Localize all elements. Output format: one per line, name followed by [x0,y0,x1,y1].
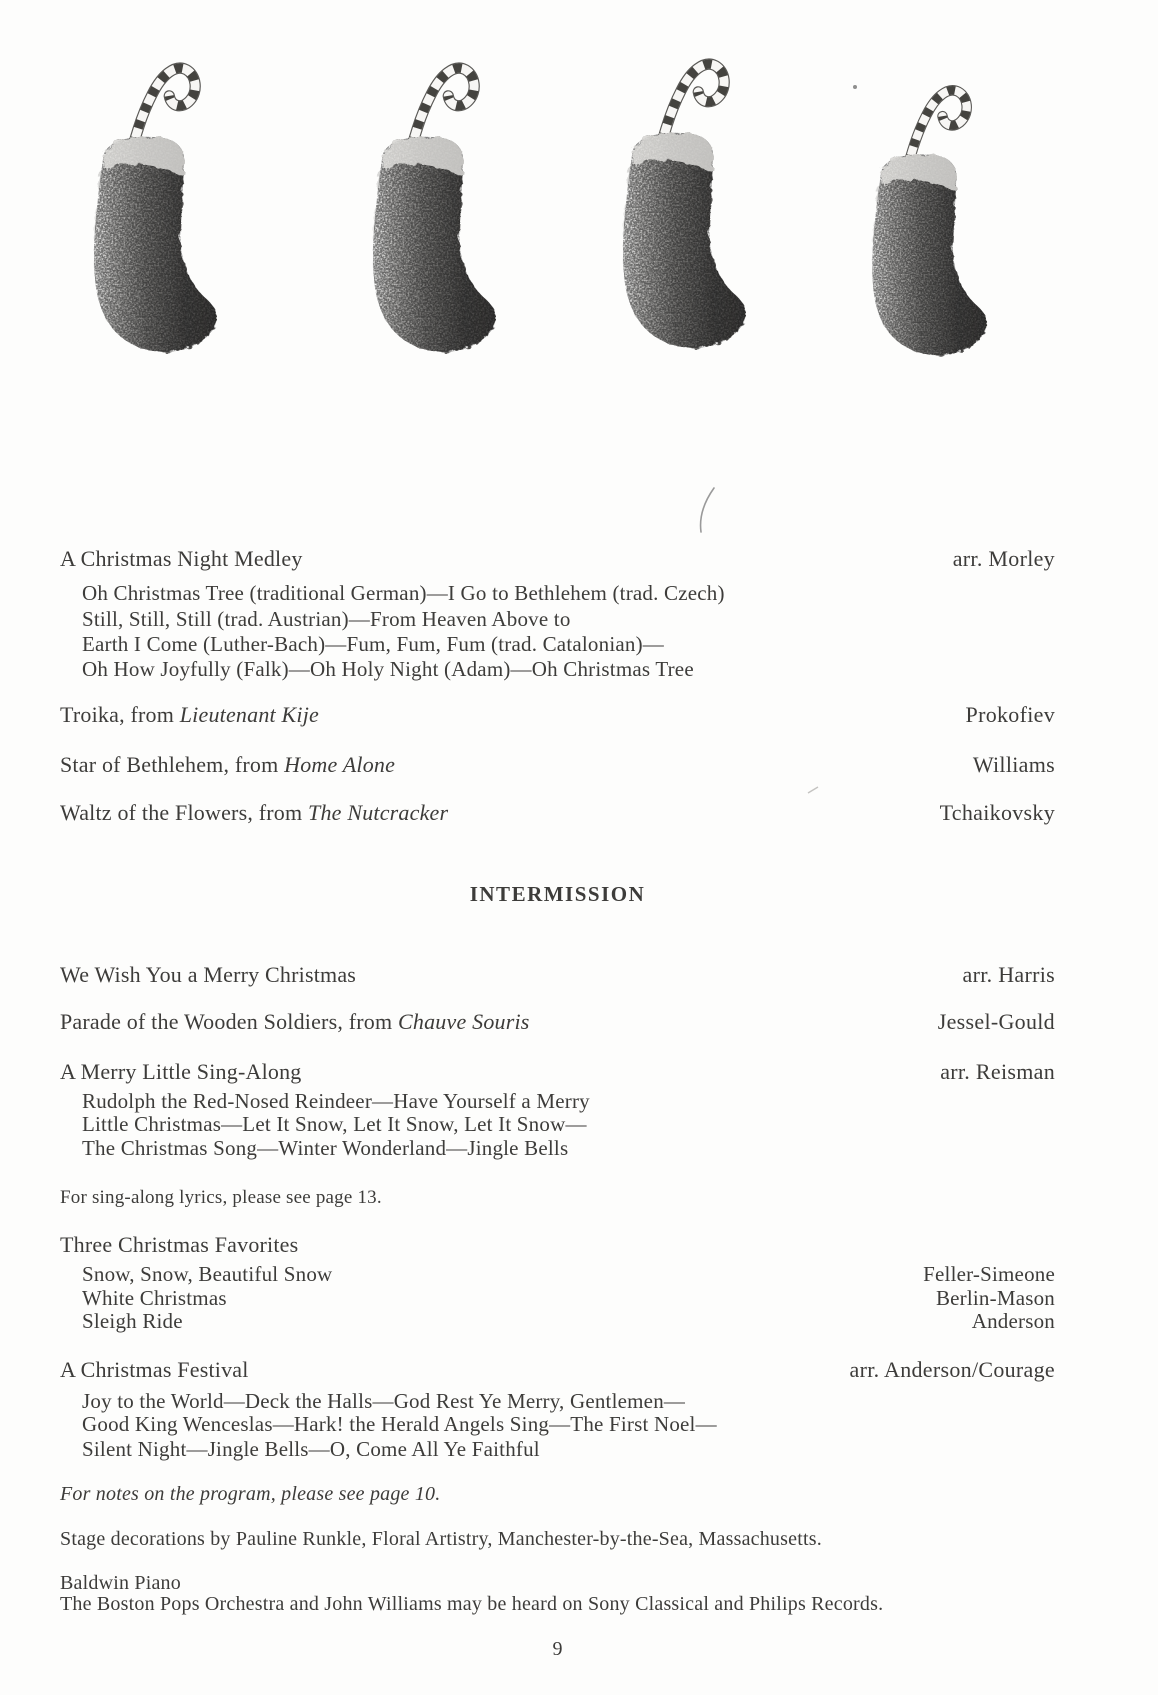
program-entry [60,800,1055,825]
program-entry [60,702,1055,727]
stocking-candy-cane-image [862,54,1002,370]
scan-artifact-speck [806,785,820,795]
scan-artifact-curve [693,486,719,534]
program-entry-title: We Wish You a Merry Christmas [60,962,357,987]
composer-credit: Anderson [971,1309,1055,1333]
program-entry [60,546,1055,571]
program-entry-title: Troika, from Lieutenant Kije [60,702,319,727]
composer-credit: Tchaikovsky [939,800,1055,825]
stage-decorations-credit: Stage decorations by Pauline Runkle, Floral Artistry, Manchester-by-the-Sea, Massachusetts. [60,1528,822,1550]
stocking-candy-cane-image [362,36,512,361]
program-notes-note: For notes on the program, please see page 10. [60,1483,441,1505]
program-entry-detail: Little Christmas—Let It Snow, Let It Snow, Let It Snow— [82,1112,587,1136]
program-entry [60,1232,1055,1257]
program-entry-detail: The Christmas Song—Winter Wonderland—Jingle Bells [82,1136,569,1160]
composer-credit: Prokofiev [965,702,1055,727]
sing-along-lyrics-note: For sing-along lyrics, please see page 13. [60,1187,382,1208]
program-entry-title: White Christmas [82,1286,227,1310]
program-entry-title: Snow, Snow, Beautiful Snow [82,1262,333,1286]
program-entry-detail: Still, Still, Still (trad. Austrian)—From Heaven Above to [82,607,571,631]
program-entry-title: Sleigh Ride [82,1309,183,1333]
page-number: 9 [552,1638,563,1660]
program-entry [60,752,1055,777]
program-entry [60,1009,1055,1034]
program-entry-detail: Oh How Joyfully (Falk)—Oh Holy Night (Adam)—Oh Christmas Tree [82,657,694,681]
program-entry-title: A Christmas Festival [60,1357,249,1382]
composer-credit: arr. Reisman [940,1059,1055,1084]
composer-credit: Jessel-Gould [937,1009,1055,1034]
work-source-italic: The Nutcracker [308,800,449,825]
composer-credit: Berlin-Mason [935,1286,1055,1310]
program-entry-detail: Rudolph the Red-Nosed Reindeer—Have Yourself a Merry [82,1089,590,1113]
stocking-candy-cane-image [612,32,762,357]
program-entry-detail: Joy to the World—Deck the Halls—God Rest Ye Merry, Gentlemen— [82,1389,686,1413]
composer-credit: Williams [972,752,1055,777]
composer-credit: arr. Morley [952,546,1055,571]
work-source-italic: Home Alone [284,752,396,777]
program-entry-title: Three Christmas Favorites [60,1232,299,1257]
composer-credit: arr. Harris [962,962,1055,987]
program-sub-entry [82,1262,1055,1286]
program-entry [60,962,1055,987]
scan-artifact-dot [853,85,857,89]
records-credit: The Boston Pops Orchestra and John Williams may be heard on Sony Classical and Philips Records. [60,1593,884,1615]
program-entry-title: A Merry Little Sing-Along [60,1059,302,1084]
program-entry [60,1357,1055,1382]
program-entry-detail: Silent Night—Jingle Bells—O, Come All Ye Faithful [82,1437,540,1461]
program-entry-detail: Good King Wenceslas—Hark! the Herald Angels Sing—The First Noel— [82,1412,717,1436]
program-entry-title: Parade of the Wooden Soldiers, from Chauve Souris [60,1009,530,1034]
composer-credit: arr. Anderson/Courage [849,1357,1055,1382]
work-source-italic: Lieutenant Kije [179,702,319,727]
program-sub-entry [82,1309,1055,1333]
stocking-candy-cane-image [83,36,233,361]
intermission-heading: INTERMISSION [469,882,646,906]
work-source-italic: Chauve Souris [398,1009,530,1034]
program-entry-detail: Oh Christmas Tree (traditional German)—I Go to Bethlehem (trad. Czech) [82,581,725,605]
program-entry [60,1059,1055,1084]
piano-credit: Baldwin Piano [60,1572,181,1594]
program-entry-detail: Earth I Come (Luther-Bach)—Fum, Fum, Fum (trad. Catalonian)— [82,632,664,656]
composer-credit: Feller-Simeone [923,1262,1055,1286]
program-entry-title: Star of Bethlehem, from Home Alone [60,752,396,777]
program-sub-entry [82,1286,1055,1310]
program-entry-title: A Christmas Night Medley [60,546,303,571]
program-entry-title: Waltz of the Flowers, from The Nutcracker [60,800,449,825]
